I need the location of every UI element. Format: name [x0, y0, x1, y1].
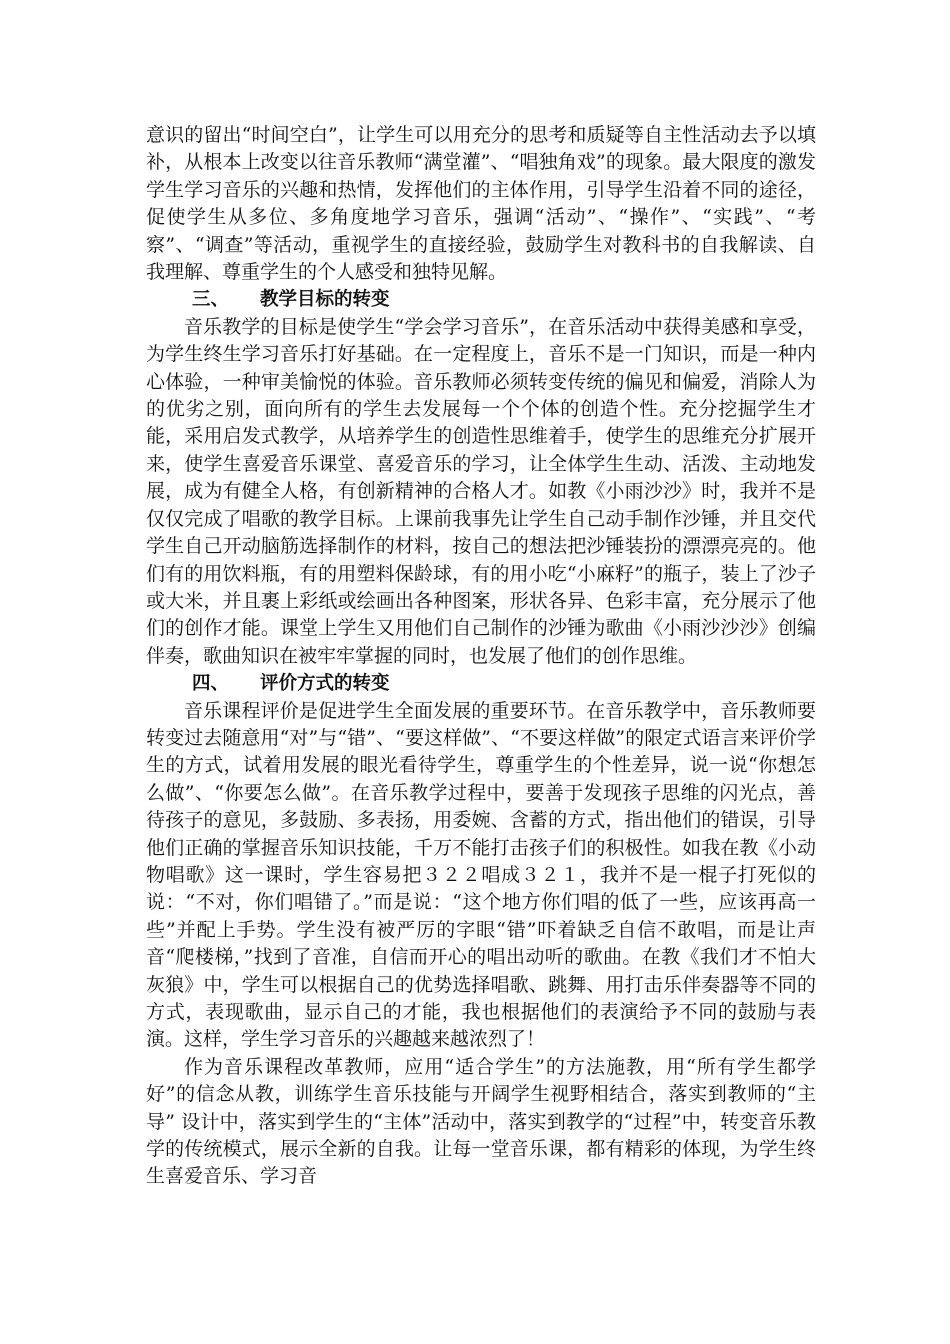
section-heading-4 [146, 670, 816, 697]
paragraph-conclusion: 作为音乐课程改革教师，应用“适合学生”的方法施教，用“所有学生都学好”的信念从教，训练学生音乐技能与开阔学生视野相结合，落实到教师的“主导” 设计中，落实到学生的“主体”活动中，落实到教学的“过程”中，转变音乐教学的传统模式，展示全新的自我。让每一堂音乐课，都有精彩的体现，为学生终生喜爱音乐、学习音 [146, 1055, 816, 1188]
section-number: 三、 [192, 289, 230, 311]
paragraph-evaluation: 音乐课程评价是促进学生全面发展的重要环节。在音乐教学中，音乐教师要转变过去随意用“对”与“错”、“要这样做”、“不要这样做”的限定式语言来评价学生的方式，试着用发展的眼光看待学生，尊重学生的个性差异，说一说“你想怎么做”、“你要怎么做”。在音乐教学过程中，要善于发现孩子思维的闪光点，善待孩子的意见，多鼓励、多表扬，用委婉、含蓄的方式，指出他们的错误，引导他们正确的掌握音乐知识技能，千万不能打击孩子们的积极性。如我在教《小动物唱歌》这一课时，学生容易把３２２唱成３２１，我并不是一棍子打死似的说：“不对，你们唱错了。”而是说：“这个地方你们唱的低了一些，应该再高一些”并配上手势。学生没有被严厉的字眼“错”吓着缺乏自信不敢唱，而是让声音“爬楼梯，”找到了音准，自信而开心的唱出动听的歌曲。在教《我们才不怕大灰狼》中，学生可以根据自己的优势选择唱歌、跳舞、用打击乐伴奏器等不同的方式，表现歌曲，显示自己的才能，我也根据他们的表演给予不同的鼓励与表演。这样，学生学习音乐的兴趣越来越浓烈了！ [146, 699, 816, 1051]
section-title: 评价方式的转变 [260, 673, 390, 695]
paragraph-teaching-goals: 音乐教学的目标是使学生“学会学习音乐”，在音乐活动中获得美感和享受，为学生终生学习音乐打好基础。在一定程度上，音乐不是一门知识，而是一种内心体验，一种审美愉悦的体验。音乐教师必须转变传统的偏见和偏爱，消除人为的优劣之别，面向所有的学生去发展每一个个体的创造个性。充分挖掘学生才能，采用启发式教学，从培养学生的创造性思维着手，使学生的思维充分扩展开来，使学生喜爱音乐课堂、喜爱音乐的学习，让全体学生生动、活泼、主动地发展，成为有健全人格，有创新精神的合格人才。如教《小雨沙沙》时，我并不是仅仅完成了唱歌的教学目标。上课前我事先让学生自己动手制作沙锤，并且交代学生自己开动脑筋选择制作的材料，按自己的想法把沙锤装扮的漂漂亮亮的。他们有的用饮料瓶，有的用塑料保龄球，有的用小吃“小麻籽”的瓶子，装上了沙子或大米，并且裹上彩纸或绘画出各种图案，形状各异、色彩丰富，充分展示了他们的创作才能。课堂上学生又用他们自己制作的沙锤为歌曲《小雨沙沙沙》创编伴奏，歌曲知识在被牢牢掌握的同时，也发展了他们的创作思维。 [146, 315, 816, 667]
document-page [146, 122, 816, 1191]
section-title: 教学目标的转变 [260, 289, 390, 311]
section-number: 四、 [192, 673, 230, 695]
paragraph-continued: 意识的留出“时间空白”，让学生可以用充分的思考和质疑等自主性活动去予以填补，从根本上改变以往音乐教师“满堂灌”、“唱独角戏”的现象。最大限度的激发学生学习音乐的兴趣和热情，发挥他们的主体作用，引导学生沿着不同的途径，促使学生从多位、多角度地学习音乐，强调“活动”、“操作”、“实践”、“考察”、“调查”等活动，重视学生的直接经验，鼓励学生对教科书的自我解读、自我理解、尊重学生的个人感受和独特见解。 [146, 124, 816, 284]
section-heading-3 [146, 286, 816, 313]
